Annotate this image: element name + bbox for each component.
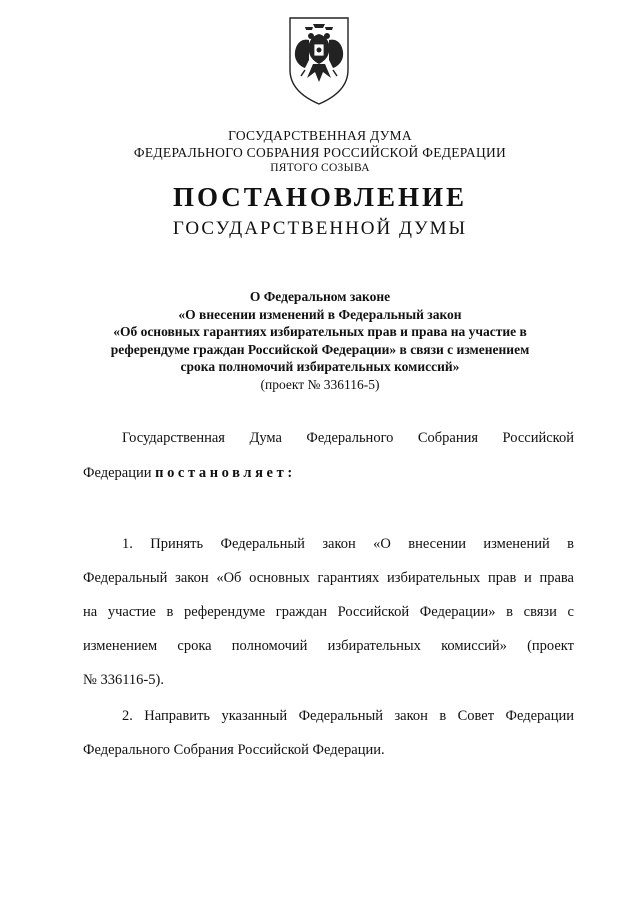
resolves-word: постановляет:: [155, 465, 296, 481]
item1-line4: изменением срока полномочий избирательных комиссий» (проект: [83, 638, 574, 654]
item1-line1: 1. Принять Федеральный закон «О внесении изменений в: [122, 536, 574, 552]
intro-line1: Государственная Дума Федерального Собрания Российской: [122, 430, 574, 446]
project-number: (проект № 336116-5): [260, 376, 380, 392]
subject-line4: референдуме граждан Российской Федерации» в связи с изменением: [110, 341, 530, 357]
item2-line1: 2. Направить указанный Федеральный закон в Совет Федерации: [122, 708, 574, 724]
subject-line1: О Федеральном законе: [249, 289, 391, 304]
convocation: ПЯТОГО СОЗЫВА: [270, 162, 370, 174]
org-name-line2: ФЕДЕРАЛЬНОГО СОБРАНИЯ РОССИЙСКОЙ ФЕДЕРАЦИИ: [133, 145, 507, 160]
intro-line2-text: Федерации: [83, 465, 152, 481]
document-subject: [0, 288, 640, 393]
item1-line5: № 336116-5).: [83, 672, 164, 688]
intro-line2: [83, 465, 296, 482]
document-type-title: ПОСТАНОВЛЕНИЕ: [172, 182, 468, 212]
org-name-line1: ГОСУДАРСТВЕННАЯ ДУМА: [228, 128, 412, 143]
item1-line2: Федеральный закон «Об основных гарантиях избирательных прав и права: [83, 570, 574, 586]
subject-line2: «О внесении изменений в Федеральный закон: [178, 306, 462, 322]
item2-line2: Федерального Собрания Российской Федерации.: [83, 742, 385, 758]
document-issuer: ГОСУДАРСТВЕННОЙ ДУМЫ: [172, 218, 468, 239]
subject-line5: срока полномочий избирательных комиссий»: [180, 359, 460, 374]
subject-line3: «Об основных гарантиях избирательных прав и права на участие в: [113, 324, 527, 339]
coat-of-arms-icon: [287, 14, 351, 106]
item1-line3: на участие в референдуме граждан Российской Федерации» в связи с: [83, 604, 574, 620]
